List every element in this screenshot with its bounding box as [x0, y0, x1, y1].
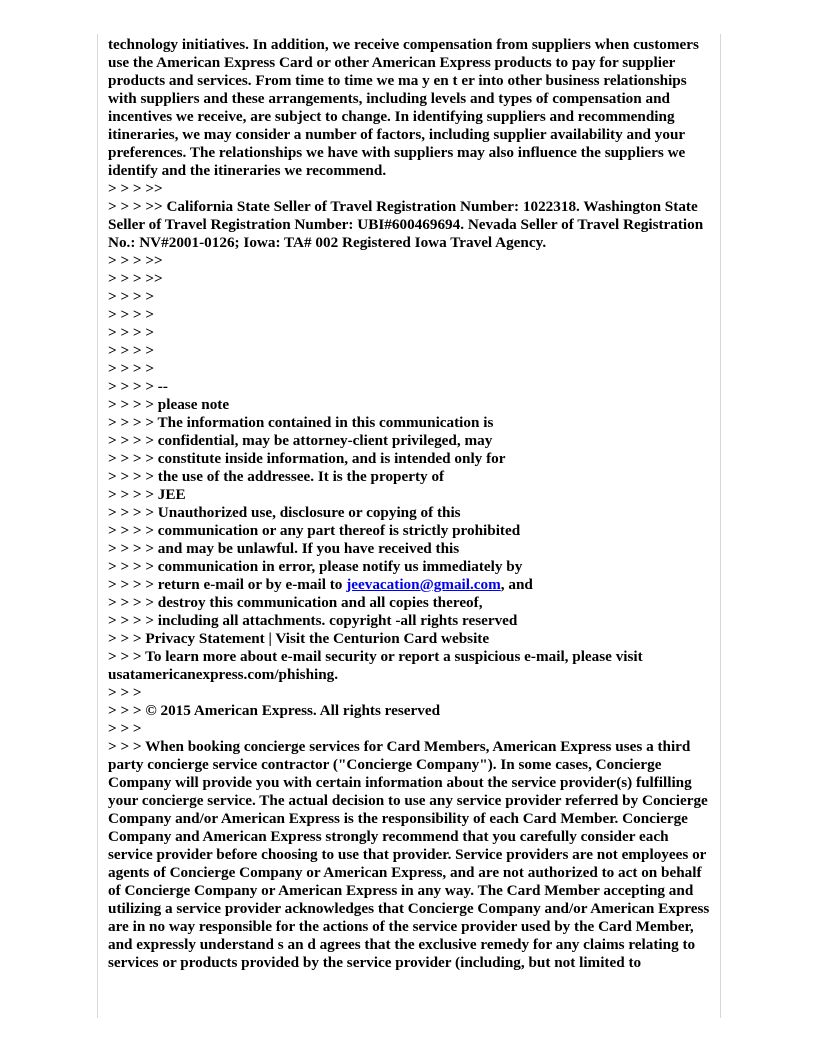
- quote-line: > > > >: [108, 342, 155, 359]
- quote-line: > > >: [108, 684, 142, 701]
- disclaimer-line: > > > > communication in error, please notify us immediately by: [108, 558, 523, 575]
- signature-separator: > > > > --: [108, 378, 168, 395]
- disclaimer-email-prefix: > > > > return e-mail or by e-mail to: [108, 576, 347, 593]
- disclaimer-line: > > > > confidential, may be attorney-client privileged, may: [108, 432, 493, 449]
- disclaimer-line: > > > > The information contained in this communication is: [108, 414, 494, 431]
- disclaimer-line: > > > > Unauthorized use, disclosure or copying of this: [108, 504, 461, 521]
- disclaimer-line: > > > > please note: [108, 396, 230, 413]
- disclaimer-line: > > > > communication or any part thereof is strictly prohibited: [108, 522, 521, 539]
- quote-line: > > > >: [108, 360, 155, 377]
- disclaimer-line: > > > > destroy this communication and all copies thereof,: [108, 594, 483, 611]
- quote-line: > > >: [108, 720, 142, 737]
- disclaimer-email-suffix: , and: [500, 576, 533, 593]
- privacy-statement-line: > > > Privacy Statement | Visit the Centurion Card website: [108, 630, 490, 647]
- copyright-line: > > > © 2015 American Express. All rights reserved: [108, 702, 441, 719]
- disclaimer-line: > > > > including all attachments. copyright -all rights reserved: [108, 612, 518, 629]
- quote-line: > > > >>: [108, 252, 163, 269]
- quote-line: > > > >>: [108, 270, 163, 287]
- disclaimer-line: > > > > JEE: [108, 486, 186, 503]
- quote-line: > > > >: [108, 324, 155, 341]
- disclaimer-line-email: [108, 576, 713, 594]
- paragraph-registration: > > > >> California State Seller of Travel Registration Number: 1022318. Washington State Seller of Travel Registration Number: UBI#600469694. Nevada Seller of Travel Registration No.: NV#2001-0126; Iowa: TA# 002 Registered Iowa Travel Agency.: [108, 198, 704, 251]
- quote-line: > > > >: [108, 306, 155, 323]
- paragraph-email-security: > > > To learn more about e-mail security or report a suspicious e-mail, please visit usatamericanexpress.com/phishing.: [108, 648, 643, 683]
- quote-line: > > > >: [108, 288, 155, 305]
- quote-line: > > > >>: [108, 180, 163, 197]
- paragraph-concierge: > > > When booking concierge services for Card Members, American Express uses a third party concierge service contractor ("Concierge Company"). In some cases, Concierge Company will provide you with certain information about the service provider(s) fulfilling your concierge service. The actual decision to use any service provider referred by Concierge Company and/or American Express is the responsibility of each Card Member. Concierge Company and American Express strongly recommend that you carefully consider each service provider before choosing to use that provider. Service providers are not employees or agents of Concierge Company or American Express, and are not authorized to act on behalf of Concierge Company or American Express in any way. The Card Member accepting and utilizing a service provider acknowledges that Concierge Company and/or American Express are in no way responsible for the actions of the service provider used by the Card Member, and expressly understand s an d agrees that the exclusive remedy for any claims relating to services or products provided by the service provider (including, but not limited to: [108, 738, 710, 971]
- disclaimer-line: > > > > and may be unlawful. If you have received this: [108, 540, 460, 557]
- paragraph-supplier-compensation: technology initiatives. In addition, we receive compensation from suppliers when customers use the American Express Card or other American Express products to pay for supplier products and services. From time to time we ma y en t er into other business relationships with suppliers and these arrangements, including levels and types of compensation and incentives we receive, are subject to change. In identifying suppliers and recommending itineraries, we may consider a number of factors, including supplier availability and your preferences. The relationships we have with suppliers may also influence the suppliers we identify and the itineraries we recommend.: [108, 36, 699, 179]
- email-body: [108, 36, 713, 972]
- disclaimer-line: > > > > the use of the addressee. It is the property of: [108, 468, 445, 485]
- email-link[interactable]: jeevacation@gmail.com: [346, 576, 501, 593]
- disclaimer-line: > > > > constitute inside information, and is intended only for: [108, 450, 506, 467]
